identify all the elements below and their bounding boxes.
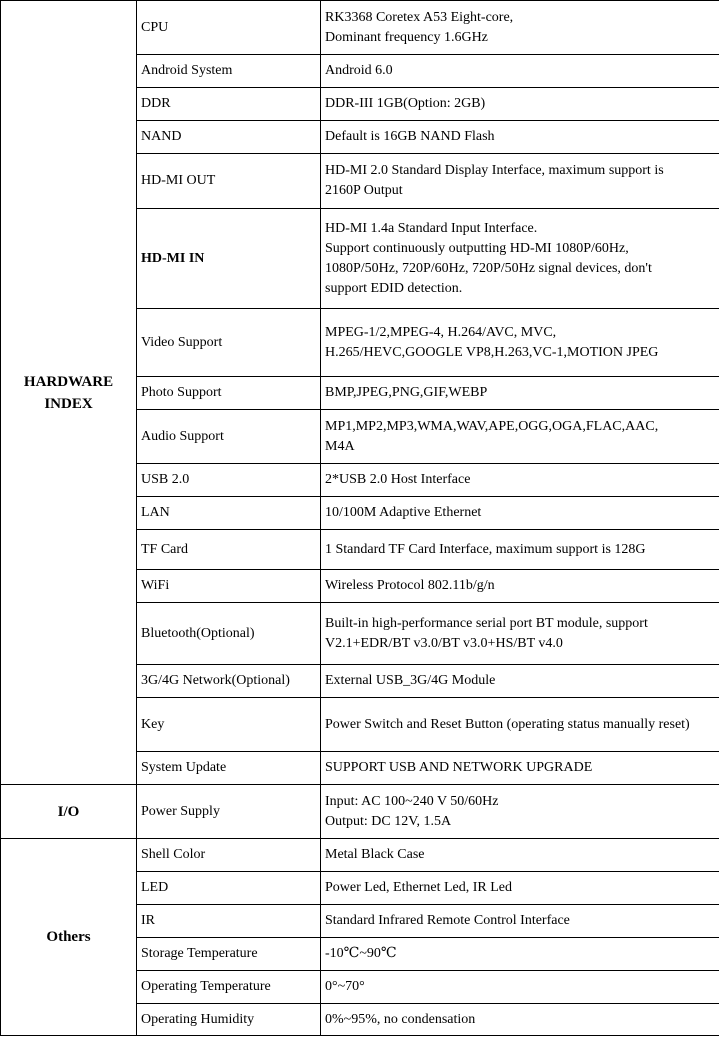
spec-value: External USB_3G/4G Module <box>321 665 719 698</box>
spec-key: Bluetooth(Optional) <box>137 603 321 665</box>
section-title-io: I/O <box>1 785 137 839</box>
spec-key: Android System <box>137 55 321 88</box>
spec-value: Wireless Protocol 802.11b/g/n <box>321 570 719 603</box>
spec-key: IR <box>137 905 321 938</box>
section-title-hardware-index: HARDWARE INDEX <box>1 1 137 785</box>
spec-key: Operating Humidity <box>137 1004 321 1036</box>
spec-value: SUPPORT USB AND NETWORK UPGRADE <box>321 752 719 785</box>
spec-value: Input: AC 100~240 V 50/60Hz Output: DC 12V, 1.5A <box>321 785 719 839</box>
spec-key: LED <box>137 872 321 905</box>
spec-key: Storage Temperature <box>137 938 321 971</box>
spec-value: Power Switch and Reset Button (operating status manually reset) <box>321 698 719 752</box>
spec-key: Photo Support <box>137 377 321 410</box>
spec-value: BMP,JPEG,PNG,GIF,WEBP <box>321 377 719 410</box>
spec-key: Shell Color <box>137 839 321 872</box>
spec-value: 0°~70° <box>321 971 719 1004</box>
spec-row-cpu <box>1 1 719 55</box>
spec-value: Metal Black Case <box>321 839 719 872</box>
spec-key: Key <box>137 698 321 752</box>
spec-value: MP1,MP2,MP3,WMA,WAV,APE,OGG,OGA,FLAC,AAC, M4A <box>321 410 719 464</box>
spec-key: Video Support <box>137 309 321 377</box>
spec-value: Built-in high-performance serial port BT module, support V2.1+EDR/BT v3.0/BT v3.0+HS/BT v4.0 <box>321 603 719 665</box>
spec-key: NAND <box>137 121 321 154</box>
spec-value: Default is 16GB NAND Flash <box>321 121 719 154</box>
spec-value: Android 6.0 <box>321 55 719 88</box>
spec-key: HD-MI IN <box>137 209 321 309</box>
spec-key: 3G/4G Network(Optional) <box>137 665 321 698</box>
spec-value: 2*USB 2.0 Host Interface <box>321 464 719 497</box>
spec-value: HD-MI 2.0 Standard Display Interface, maximum support is 2160P Output <box>321 154 719 209</box>
spec-value: 1 Standard TF Card Interface, maximum support is 128G <box>321 530 719 570</box>
spec-value: 10/100M Adaptive Ethernet <box>321 497 719 530</box>
spec-row-shell-color <box>1 839 719 872</box>
spec-value: DDR-III 1GB(Option: 2GB) <box>321 88 719 121</box>
spec-key: Audio Support <box>137 410 321 464</box>
spec-key: Power Supply <box>137 785 321 839</box>
spec-key: HD-MI OUT <box>137 154 321 209</box>
spec-value: RK3368 Coretex A53 Eight-core, Dominant frequency 1.6GHz <box>321 1 719 55</box>
section-title-others: Others <box>1 839 137 1036</box>
spec-value: -10℃~90℃ <box>321 938 719 971</box>
spec-key: Operating Temperature <box>137 971 321 1004</box>
spec-row-power-supply <box>1 785 719 839</box>
spec-value: HD-MI 1.4a Standard Input Interface. Support continuously outputting HD-MI 1080P/60Hz, 1080P/50Hz, 720P/60Hz, 720P/50Hz signal devices, don't support EDID detection. <box>321 209 719 309</box>
spec-value: Power Led, Ethernet Led, IR Led <box>321 872 719 905</box>
spec-key: DDR <box>137 88 321 121</box>
spec-key: System Update <box>137 752 321 785</box>
spec-value: Standard Infrared Remote Control Interface <box>321 905 719 938</box>
spec-value: 0%~95%, no condensation <box>321 1004 719 1036</box>
spec-key: WiFi <box>137 570 321 603</box>
spec-key: TF Card <box>137 530 321 570</box>
spec-key: LAN <box>137 497 321 530</box>
spec-key: CPU <box>137 1 321 55</box>
spec-key: USB 2.0 <box>137 464 321 497</box>
spec-value: MPEG-1/2,MPEG-4, H.264/AVC, MVC, H.265/HEVC,GOOGLE VP8,H.263,VC-1,MOTION JPEG <box>321 309 719 377</box>
